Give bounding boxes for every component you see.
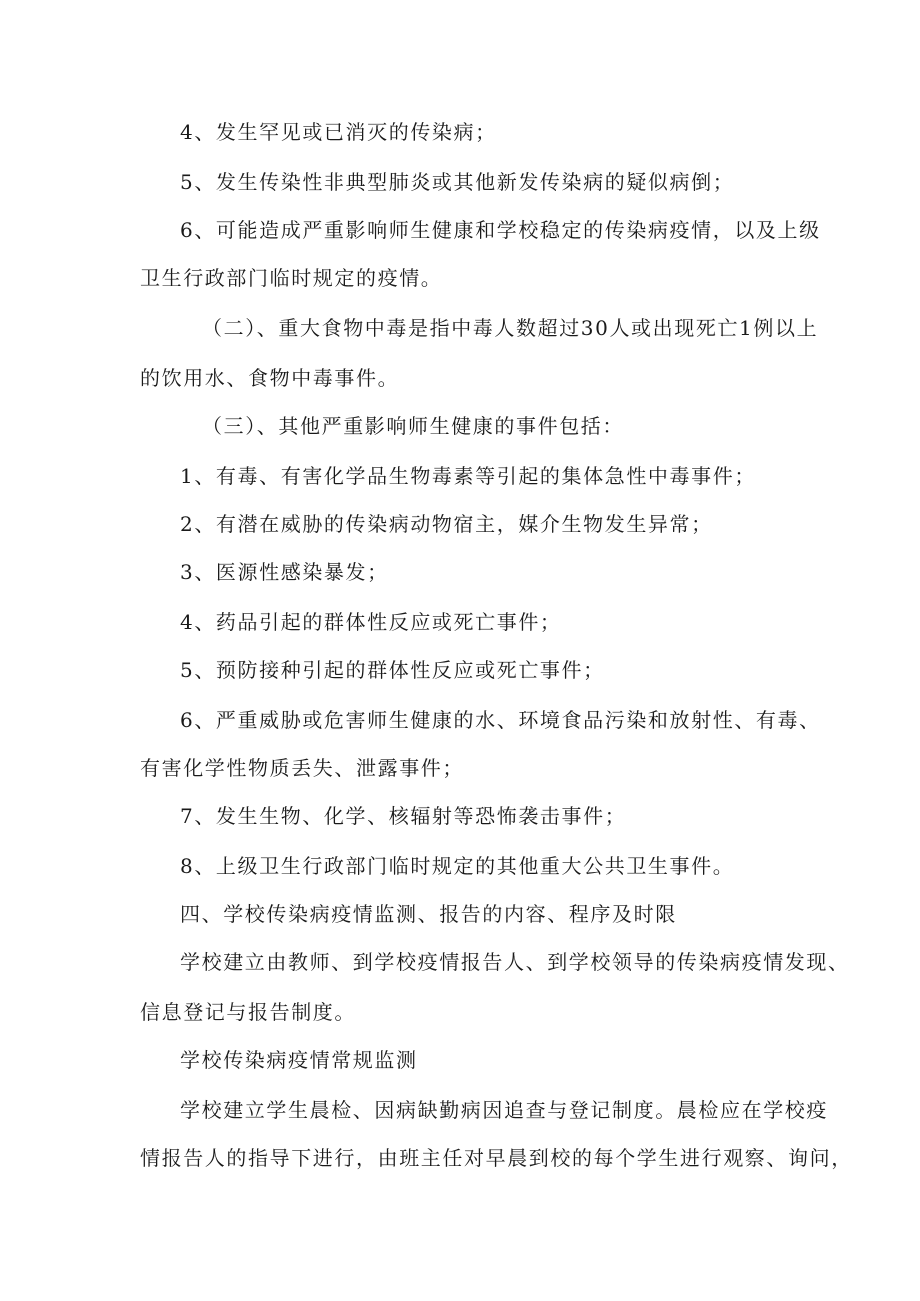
text-line-22: 情报告人的指导下进行，由班主任对早晨到校的每个学生进行观察、询问， (140, 1146, 853, 1170)
text-line-19: 信息登记与报告制度。 (140, 1000, 356, 1024)
text-line-8: 1、有毒、有害化学品生物毒素等引起的集体急性中毒事件； (180, 464, 756, 488)
text-line-5: （二）、重大食物中毒是指中毒人数超过30人或出现死亡1例以上 (202, 316, 819, 340)
text-line-18: 学校建立由教师、到学校疫情报告人、到学校领导的传染病疫情发现、 (180, 950, 850, 974)
text-line-11: 4、药品引起的群体性反应或死亡事件； (180, 610, 562, 634)
text-line-6: 的饮用水、食物中毒事件。 (140, 366, 400, 390)
text-line-17: 四、学校传染病疫情监测、报告的内容、程序及时限 (180, 902, 677, 926)
text-line-12: 5、预防接种引起的群体性反应或死亡事件； (180, 658, 605, 682)
text-line-16: 8、上级卫生行政部门临时规定的其他重大公共卫生事件。 (180, 854, 735, 878)
text-line-21: 学校建立学生晨检、因病缺勤病因追查与登记制度。晨检应在学校疫 (180, 1098, 828, 1122)
text-line-14: 有害化学性物质丢失、泄露事件； (140, 756, 464, 780)
text-line-20: 学校传染病疫情常规监测 (180, 1048, 418, 1072)
text-line-13: 6、严重威胁或危害师生健康的水、环境食品污染和放射性、有毒、 (180, 708, 821, 732)
text-line-9: 2、有潜在威胁的传染病动物宿主，媒介生物发生异常； (180, 512, 713, 536)
text-line-10: 3、医源性感染暴发； (180, 560, 389, 584)
text-line-7: （三）、其他严重影响师生健康的事件包括： (202, 414, 624, 438)
text-line-4: 卫生行政部门临时规定的疫情。 (140, 266, 443, 290)
text-line-2: 5、发生传染性非典型肺炎或其他新发传染病的疑似病倒； (180, 170, 735, 194)
text-line-3: 6、可能造成严重影响师生健康和学校稳定的传染病疫情，以及上级 (180, 218, 821, 242)
text-line-15: 7、发生生物、化学、核辐射等恐怖袭击事件； (180, 804, 627, 828)
text-line-1: 4、发生罕见或已消灭的传染病； (180, 120, 497, 144)
